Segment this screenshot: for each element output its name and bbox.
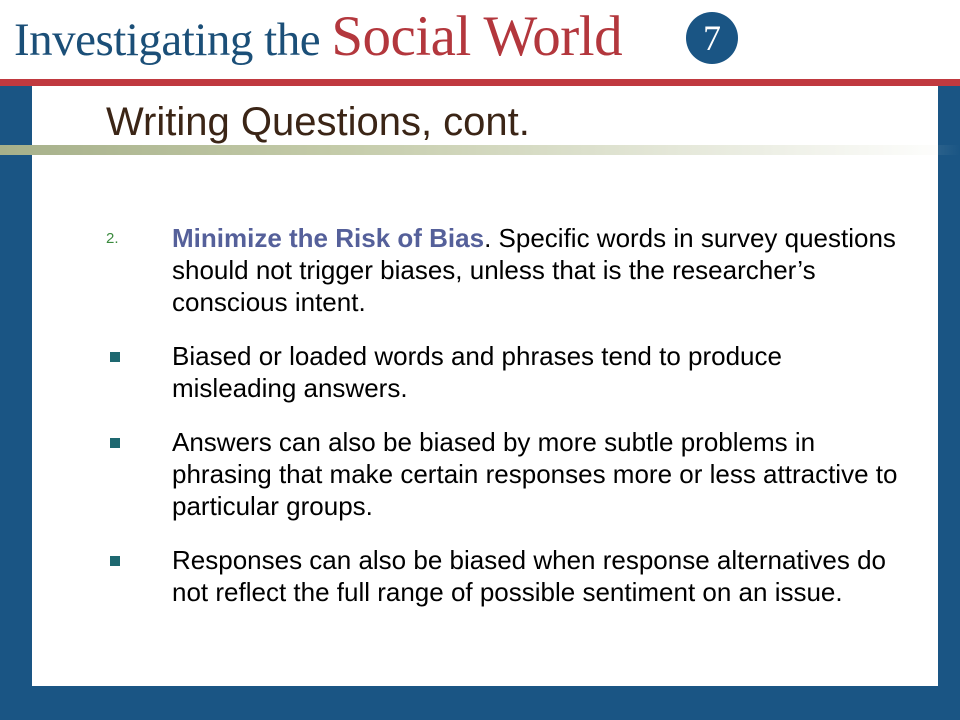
slide-header: [0, 0, 960, 80]
book-title-part2: Social World: [331, 5, 623, 68]
item-text: . Specific words in survey questions should not trigger biases, unless that is the researcher’s conscious intent.: [172, 223, 896, 317]
bullet-text: Answers can also be biased by more subtle problems in phrasing that make certain responses more or less attractive to particular groups.: [172, 427, 898, 521]
numbered-item: [106, 222, 906, 318]
bullet-square-icon: [110, 438, 120, 448]
bullet-square-icon: [110, 352, 120, 362]
bullet-text: Biased or loaded words and phrases tend to produce misleading answers.: [172, 341, 782, 403]
bullet-text: Responses can also be biased when response alternatives do not reflect the full range of possible sentiment on an issue.: [172, 545, 887, 607]
item-lead: Minimize the Risk of Bias: [172, 223, 485, 253]
right-frame-bar: [938, 86, 960, 720]
slide-body: [106, 222, 906, 630]
header-red-rule: [0, 79, 960, 86]
bottom-frame-bar: [0, 686, 960, 720]
title-underline: [0, 145, 960, 155]
bullet-item: [106, 544, 906, 608]
bullet-item: [106, 340, 906, 404]
left-frame-bar: [0, 86, 32, 720]
edition-badge: 7: [686, 12, 738, 64]
book-title-logo: [14, 4, 622, 69]
slide-title: Writing Questions, cont.: [106, 100, 530, 144]
bullet-square-icon: [110, 556, 120, 566]
book-title-part1: Investigating the: [14, 14, 332, 66]
bullet-item: [106, 426, 906, 522]
item-number: 2.: [106, 230, 119, 247]
